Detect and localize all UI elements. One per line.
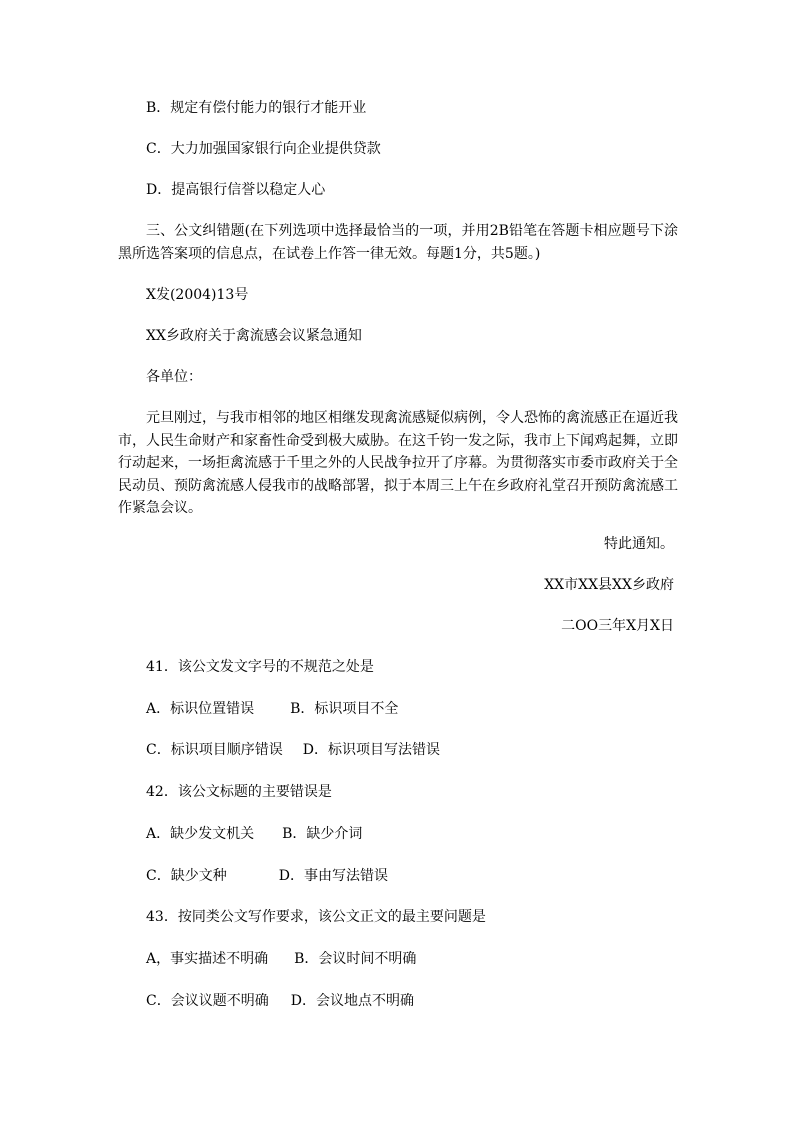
doc-number: X发(2004)13号 — [146, 287, 249, 303]
q42-option-d: D．事由写法错误 — [278, 868, 388, 884]
option-d: D．提高银行信誉以稳定人心 — [146, 182, 326, 198]
question-41-options-2 — [146, 739, 440, 761]
q43-option-d: D．会议地点不明确 — [290, 993, 414, 1009]
q43-option-a: A，事实描述不明确 — [146, 951, 269, 967]
question-43-options-2 — [146, 990, 414, 1012]
q41-option-b: B．标识项目不全 — [290, 701, 399, 717]
doc-issuer: XX市XX县XX乡政府 — [544, 577, 674, 593]
q42-option-a: A．缺少发文机关 — [146, 826, 255, 842]
question-42-options-2 — [146, 865, 388, 887]
q41-option-c: C．标识项目顺序错误 — [146, 742, 283, 758]
doc-title: XX乡政府关于禽流感会议紧急通知 — [146, 328, 362, 344]
doc-closing: 特此通知。 — [604, 536, 674, 552]
option-b: B．规定有偿付能力的银行才能开业 — [146, 100, 367, 116]
doc-body: 元旦刚过，与我市相邻的地区相继发现禽流感疑似病例，令人恐怖的禽流感正在逼近我市，人民生命财产和家畜性命受到极大威胁。在这千钧一发之际，我市上下闻鸡起舞，立即行动起来，一场拒禽流感于千里之外的人民战争拉开了序幕。为贯彻落实市委市政府关于全民动员、预防禽流感人侵我市的战略部署，拟于本周三上午在乡政府礼堂召开预防禽流感工作紧急会议。 — [118, 410, 678, 516]
question-42-options — [146, 823, 362, 845]
q42-option-c: C．缺少文种 — [146, 868, 227, 884]
question-43-stem: 43．按同类公文写作要求，该公文正文的最主要问题是 — [146, 909, 486, 925]
question-43-options — [146, 948, 416, 970]
question-42-stem: 42．该公文标题的主要错误是 — [146, 784, 332, 800]
q43-option-b: B．会议时间不明确 — [294, 951, 417, 967]
option-c: C．大力加强国家银行向企业提供贷款 — [146, 141, 381, 157]
question-41-stem: 41．该公文发文字号的不规范之处是 — [146, 659, 374, 675]
question-41-options — [146, 698, 398, 720]
q41-option-a: A．标识位置错误 — [146, 701, 255, 717]
doc-date: 二OO三年X月X日 — [561, 618, 674, 634]
q41-option-d: D．标识项目写法错误 — [302, 742, 440, 758]
section3-heading: 三、公文纠错题(在下列选项中选择最恰当的一项，并用2B铅笔在答题卡相应题号下涂黑所选答案项的信息点，在试卷上作答一律无效。每题1分，共5题。) — [118, 223, 678, 262]
doc-salutation: 各单位： — [146, 369, 202, 385]
q42-option-b: B．缺少介词 — [282, 826, 363, 842]
q43-option-c: C．会议议题不明确 — [146, 993, 269, 1009]
